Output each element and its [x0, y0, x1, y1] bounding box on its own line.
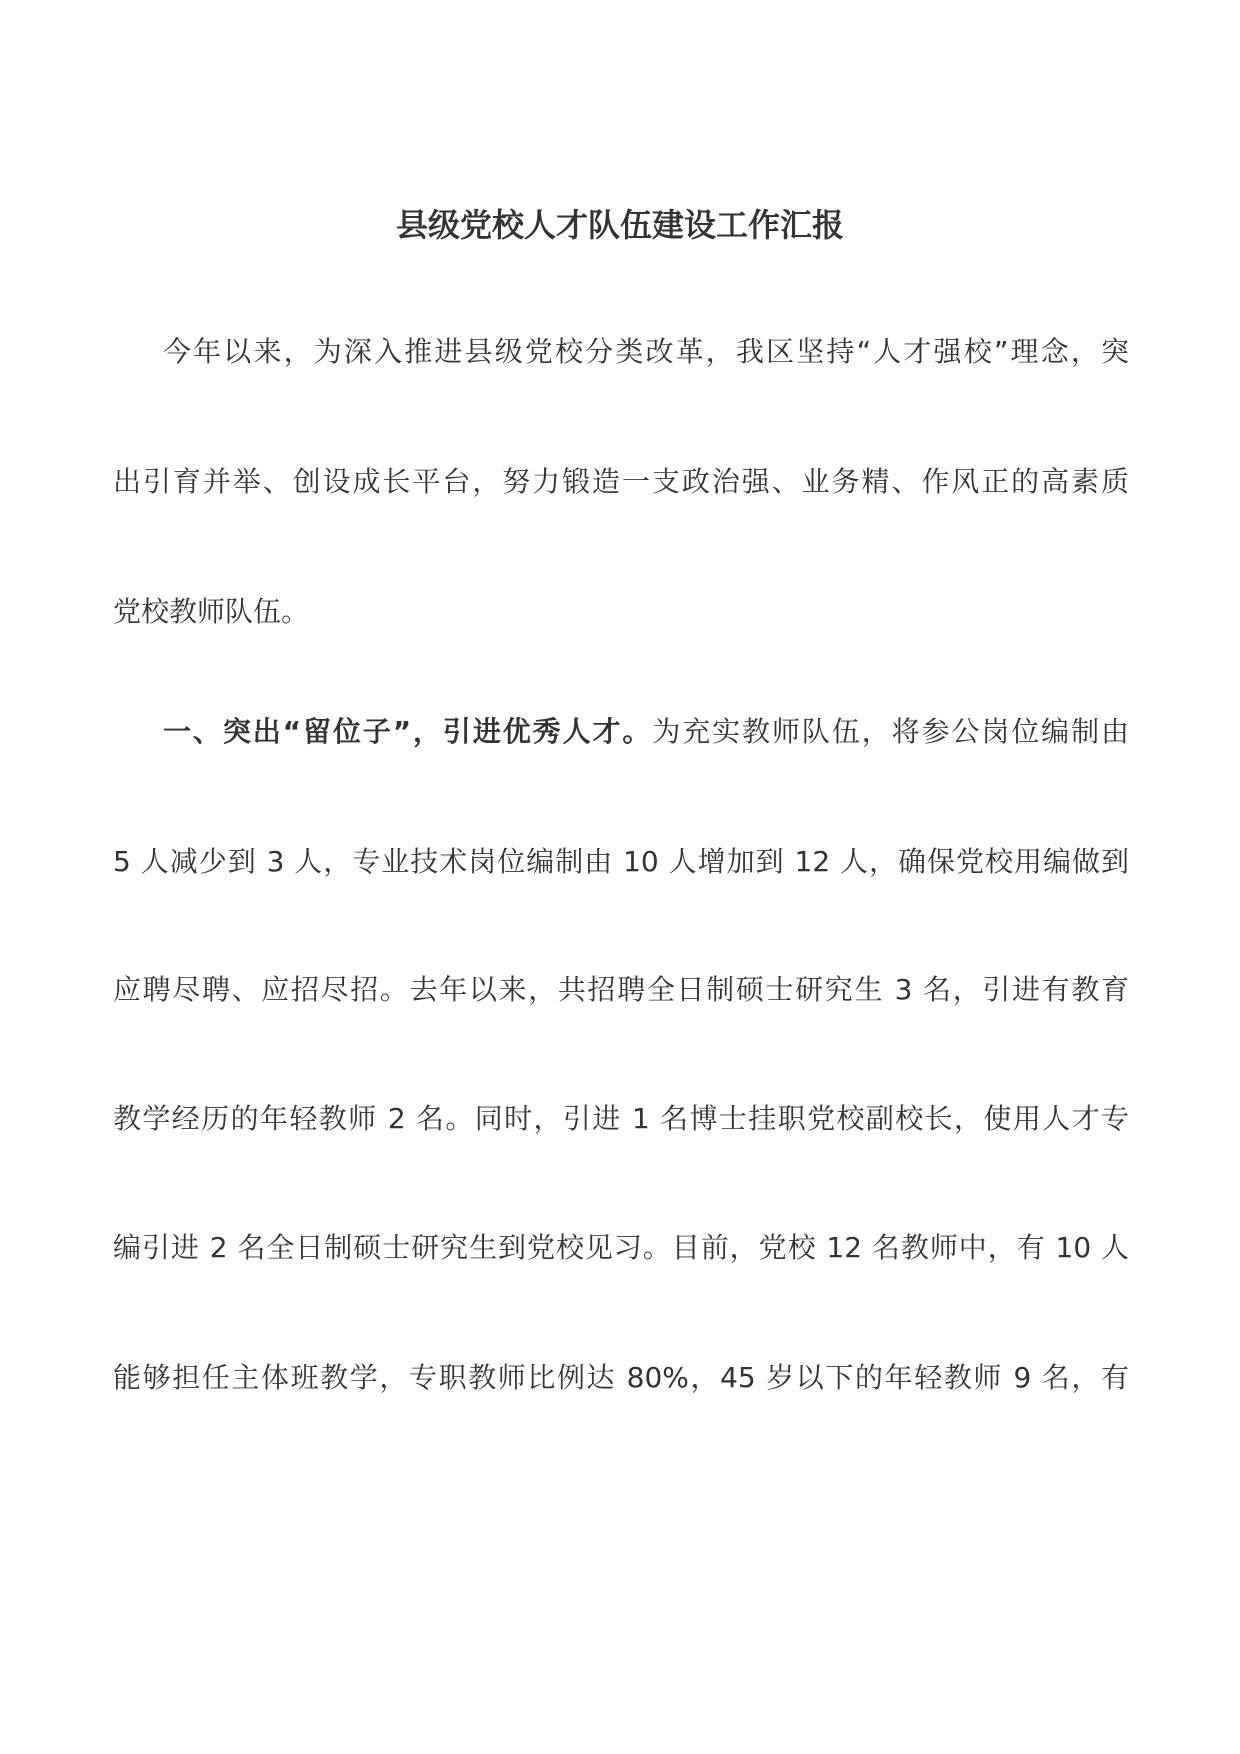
paragraph-2-line-4: 教学经历的年轻教师 2 名。同时，引进 1 名博士挂职党校副校长，使用人才专: [113, 1102, 1129, 1135]
paragraph-2-line-1: [163, 710, 1129, 754]
paragraph-2-line-2: 5 人减少到 3 人，专业技术岗位编制由 10 人增加到 12 人，确保党校用编做到: [113, 845, 1129, 878]
paragraph-2-line-6: 能够担任主体班教学，专职教师比例达 80%，45 岁以下的年轻教师 9 名，有: [113, 1361, 1129, 1394]
section-heading: 一、突出“留位子”，引进优秀人才。: [163, 715, 653, 748]
paragraph-1-line-1: 今年以来，为深入推进县级党校分类改革，我区坚持“人才强校”理念，突: [163, 335, 1129, 368]
paragraph-2-line-3: 应聘尽聘、应招尽招。去年以来，共招聘全日制硕士研究生 3 名，引进有教育: [113, 973, 1129, 1006]
paragraph-1-line-3: 党校教师队伍。: [113, 595, 310, 628]
paragraph-1-line-2: 出引育并举、创设成长平台，努力锻造一支政治强、业务精、作风正的高素质: [113, 465, 1129, 498]
paragraph-2-line-5: 编引进 2 名全日制硕士研究生到党校见习。目前，党校 12 名教师中，有 10 人: [113, 1231, 1129, 1264]
document-title: 县级党校人才队伍建设工作汇报: [395, 206, 844, 244]
section-heading-continuation: 为充实教师队伍，将参公岗位编制由: [652, 715, 1129, 748]
